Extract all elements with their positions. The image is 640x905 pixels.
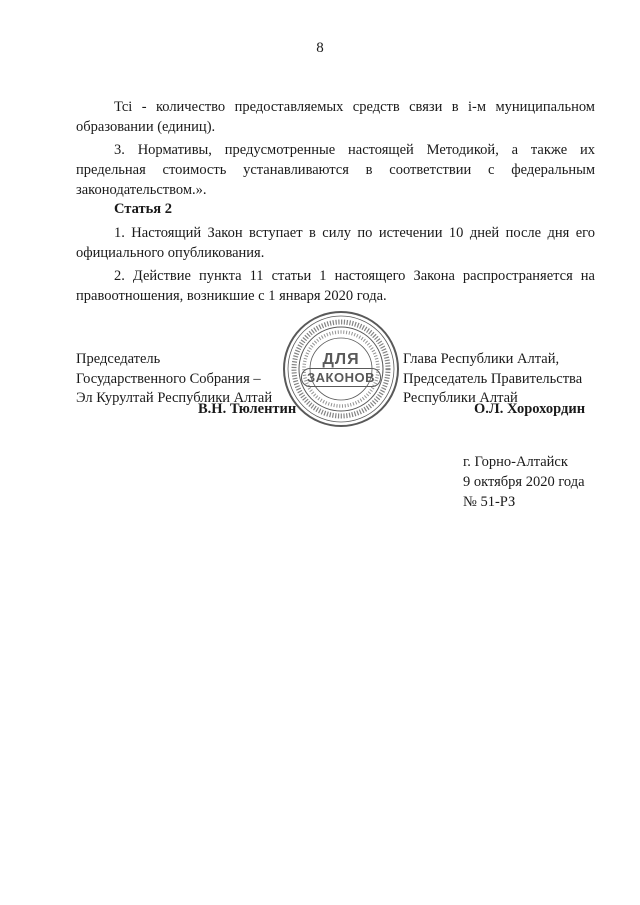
paragraph-tci-definition [76,97,595,137]
paragraph-text: 1. Настоящий Закон вступает в силу по истечении 10 дней после дня его официального опубликования. [76,225,595,261]
signature-title-line: Председатель Правительства [403,370,583,387]
law-number-line: № 51-РЗ [463,494,516,510]
article-heading: Статья 2 [114,201,172,217]
paragraph-text: 2. Действие пункта 11 статьи 1 настоящего Закона распространяется на правоотношения, возникшие с 1 января 2020 года. [76,268,595,304]
page-number: 8 [316,40,324,56]
signature-title-line: Республики Алтай [403,390,518,406]
signatory-name-left: В.Н. Тюлентин [198,401,297,417]
seal-text-bottom: ЗАКОНОВ [301,368,381,387]
paragraph-text: 3. Нормативы, предусмотренные настоящей Методикой, а также их предельная стоимость устанавливаются в соответствии с федеральным законодательством.». [76,142,595,198]
paragraph-retroactive-effect [76,266,595,306]
city-line: г. Горно-Алтайск [463,454,568,470]
paragraph-entry-into-force [76,223,595,263]
signature-title-line: Эл Курултай Республики Алтай [76,390,273,406]
signature-title-line: Глава Республики Алтай, [403,351,560,367]
paragraph-text: Tci - количество предоставляемых средств связи в i-м муниципальном образовании (единиц). [76,99,595,135]
date-line: 9 октября 2020 года [463,474,585,490]
place-date-number-block [463,452,585,512]
signature-block-left [76,350,272,409]
official-seal-stamp [282,310,400,428]
signature-title-line: Председатель [76,351,161,367]
signatory-name-right: О.Л. Хорохордин [474,401,586,417]
seal-text-top: ДЛЯ [322,351,360,368]
paragraph-norms [76,140,595,200]
signature-title-line: Государственного Собрания – [76,370,261,387]
signature-block-right [403,350,582,409]
